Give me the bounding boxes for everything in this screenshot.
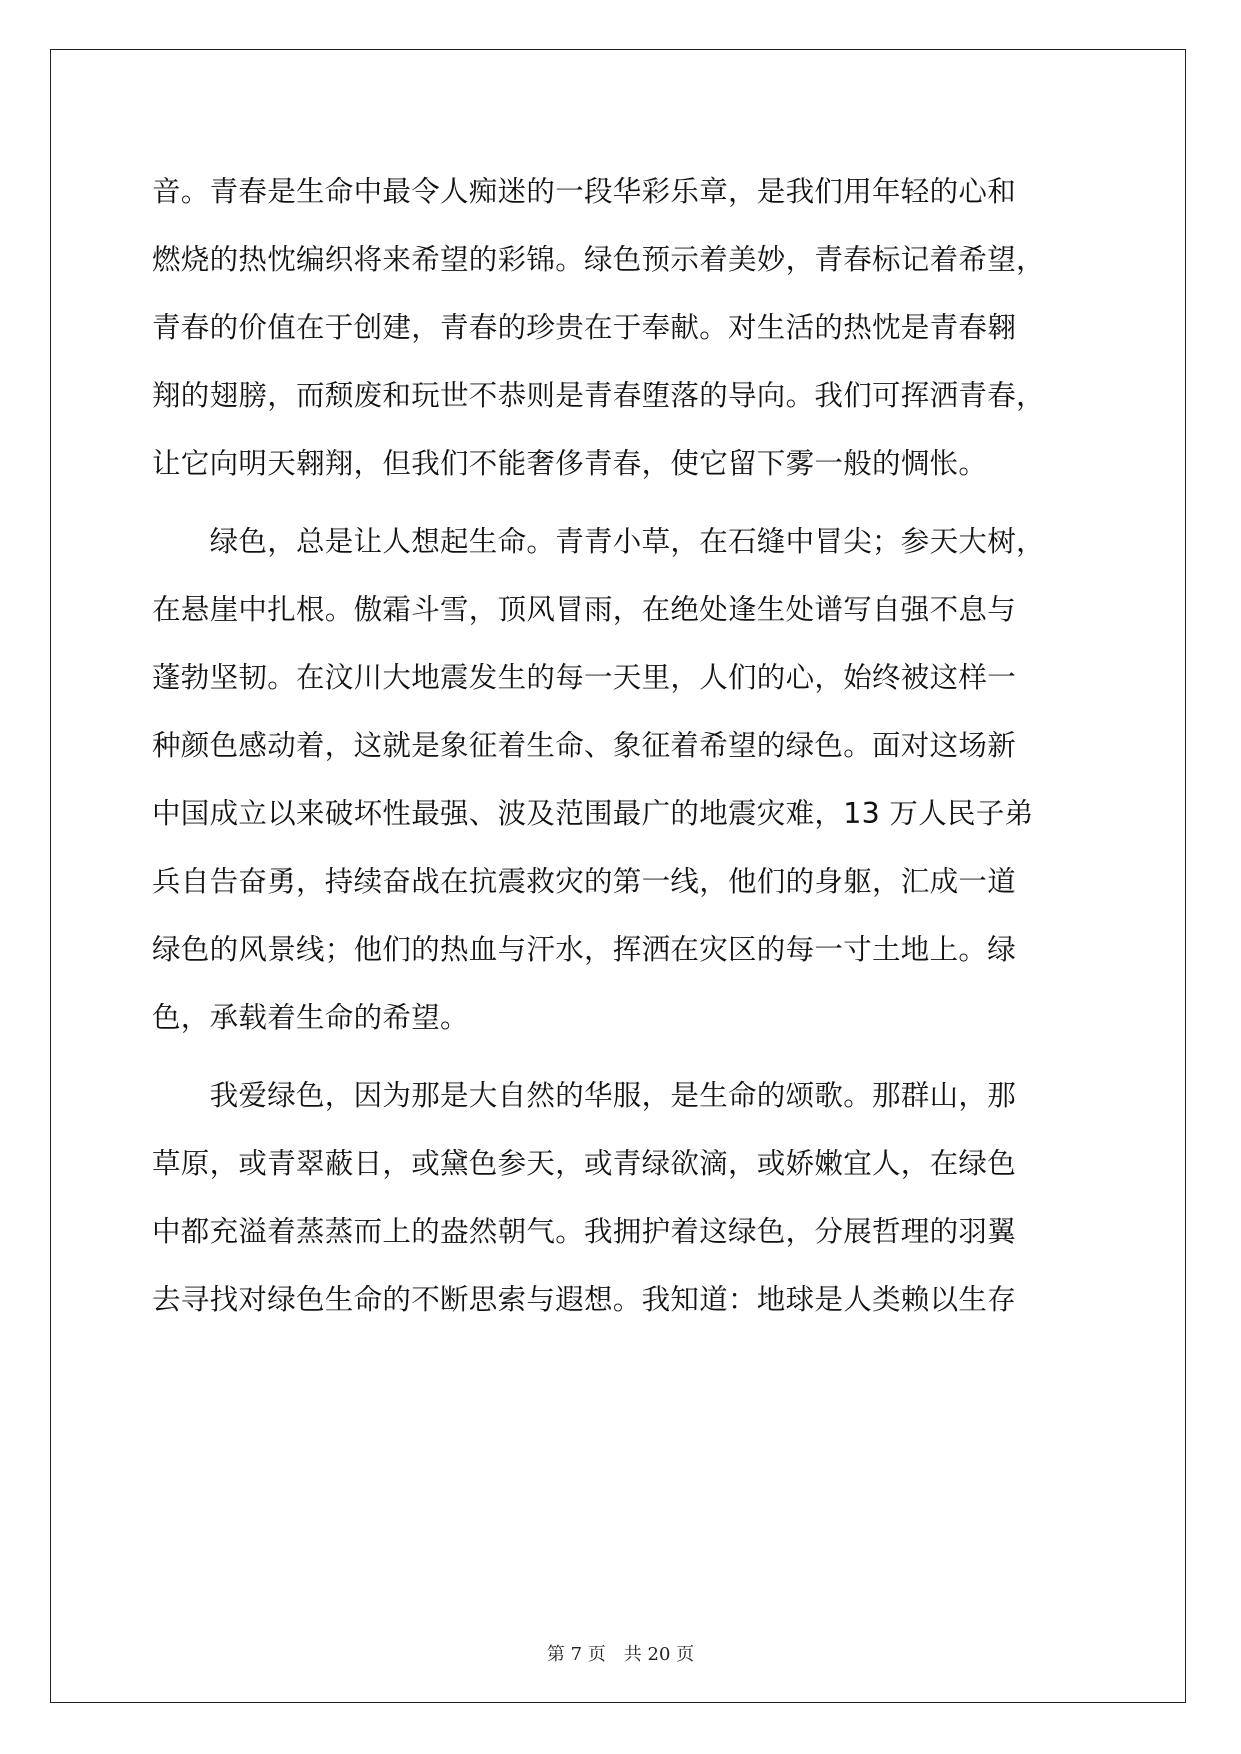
page-footer (0, 1640, 1241, 1666)
paragraph-2 (152, 508, 1092, 1052)
text-line: 种颜色感动着，这就是象征着生命、象征着希望的绿色。面对这场新 (152, 729, 1017, 762)
text-line: 翔的翅膀，而颓废和玩世不恭则是青春堕落的导向。我们可挥洒青春， (152, 379, 1045, 412)
text-line: 蓬勃坚韧。在汶川大地震发生的每一天里，人们的心，始终被这样一 (152, 661, 1017, 694)
text-line: 让它向明天翱翔，但我们不能奢侈青春，使它留下雾一般的惆怅。 (152, 447, 988, 480)
paragraph-1 (152, 158, 1092, 498)
document-body (152, 158, 1092, 1334)
paragraph-gap (152, 498, 1092, 508)
paragraph-gap (152, 1052, 1092, 1062)
text-line: 兵自告奋勇，持续奋战在抗震救灾的第一线，他们的身躯，汇成一道 (152, 865, 1017, 898)
text-line: 绿色，总是让人想起生命。青青小草，在石缝中冒尖；参天大树， (152, 525, 1045, 558)
text-line: 我爱绿色，因为那是大自然的华服，是生命的颂歌。那群山，那 (152, 1079, 1017, 1112)
text-line: 绿色的风景线；他们的热血与汗水，挥洒在灾区的每一寸土地上。绿 (152, 933, 1017, 966)
text-line: 中都充溢着蒸蒸而上的盎然朝气。我拥护着这绿色，分展哲理的羽翼 (152, 1215, 1017, 1248)
text-line: 音。青春是生命中最令人痴迷的一段华彩乐章，是我们用年轻的心和 (152, 175, 1017, 208)
paragraph-3 (152, 1062, 1092, 1334)
text-line: 在悬崖中扎根。傲霜斗雪，顶风冒雨，在绝处逢生处谱写自强不息与 (152, 593, 1017, 626)
text-line: 青春的价值在于创建，青春的珍贵在于奉献。对生活的热忱是青春翱 (152, 311, 1017, 344)
text-line: 燃烧的热忱编织将来希望的彩锦。绿色预示着美妙，青春标记着希望， (152, 243, 1045, 276)
page-number: 第 7 页 (546, 1644, 606, 1665)
text-line: 中国成立以来破坏性最强、波及范围最广的地震灾难，13 万人民子弟 (152, 797, 1034, 830)
text-line: 去寻找对绿色生命的不断思索与遐想。我知道：地球是人类赖以生存 (152, 1283, 1017, 1316)
total-pages: 共 20 页 (623, 1644, 695, 1665)
text-line: 草原，或青翠蔽日，或黛色参天，或青绿欲滴，或娇嫩宜人，在绿色 (152, 1147, 1017, 1180)
text-line: 色，承载着生命的希望。 (152, 1001, 469, 1034)
